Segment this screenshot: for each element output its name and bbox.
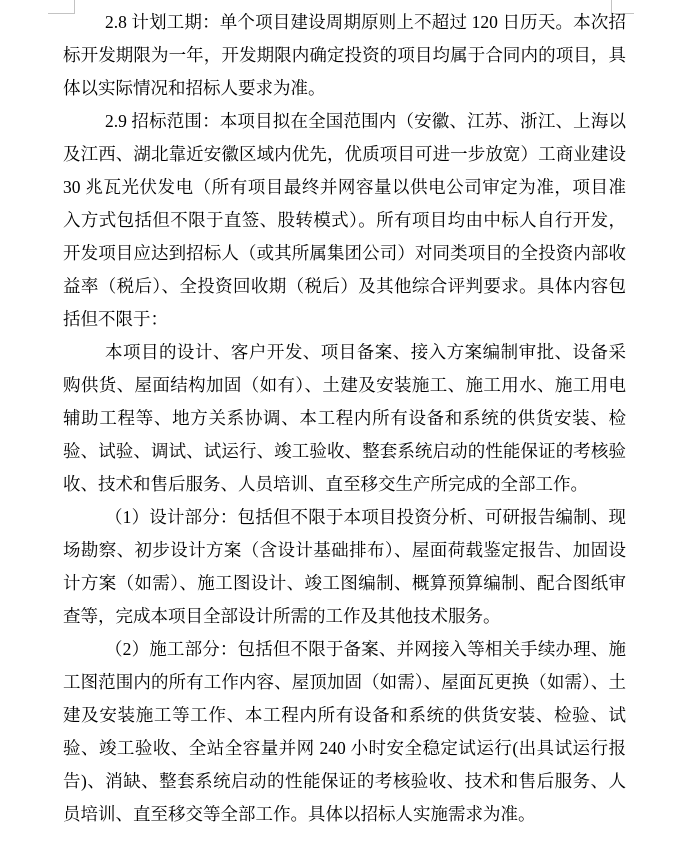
paragraph-tender-scope: 2.9 招标范围：本项目拟在全国范围内（安徽、江苏、浙江、上海以及江西、湖北靠近安徽区域内优先，优质项目可进一步放宽）工商业建设 30 兆瓦光伏发电（所有项目最终并网容量以供电公司审定为准，项目准入方式包括但不限于直签、股转模式）。所有项目均由中标人自行开发，开发项目应达到招标人（或其所属集团公司）对同类项目的全投资内部收益率（税后）、全投资回收期（税后）及其他综合评判要求。具体内容包括但不限于： — [63, 111, 626, 329]
paragraph-design-part: （1）设计部分：包括但不限于本项目投资分析、可研报告编制、现场勘察、初步设计方案（含设计基础排布）、屋面荷载鉴定报告、加固设计方案（如需）、施工图设计、竣工图编制、概算预算编制、配合图纸审查等，完成本项目全部设计所需的工作及其他技术服务。 — [63, 507, 626, 626]
document-body — [63, 0, 626, 831]
paragraph-construction-part: （2）施工部分：包括但不限于备案、并网接入等相关手续办理、施工图范围内的所有工作内容、屋顶加固（如需）、屋面瓦更换（如需）、土建及安装施工等工作、本工程内所有设备和系统的供货安装、检验、试验、竣工验收、全站全容量并网 240 小时安全稳定试运行(出具试运行报告)、消缺、整套系统启动的性能保证的考核验收、技术和售后服务、人员培训、直至移交等全部工作。具体以招标人实施需求为准。 — [63, 639, 626, 824]
paragraph-scope-overview: 本项目的设计、客户开发、项目备案、接入方案编制审批、设备采购供货、屋面结构加固（如有）、土建及安装施工、施工用水、施工用电辅助工程等、地方关系协调、本工程内所有设备和系统的供货安装、检验、试验、调试、试运行、竣工验收、整套系统启动的性能保证的考核验收、技术和售后服务、人员培训、直至移交生产所完成的全部工作。 — [63, 342, 626, 494]
paragraph-plan-period: 2.8 计划工期：单个项目建设周期原则上不超过 120 日历天。本次招标开发期限为一年，开发期限内确定投资的项目均属于合同内的项目，具体以实际情况和招标人要求为准。 — [63, 12, 626, 98]
